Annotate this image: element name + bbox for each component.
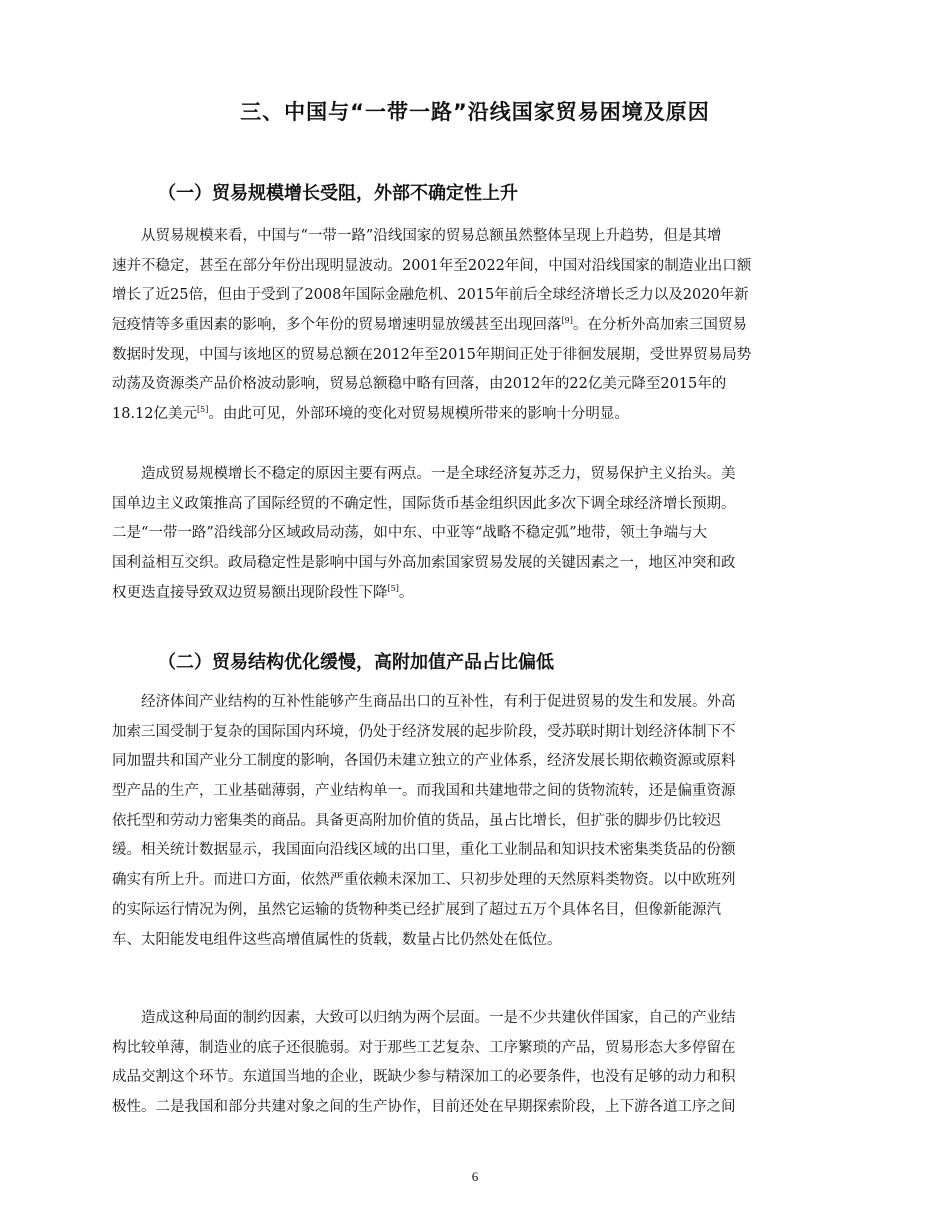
text-line: 型产品的生产，工业基础薄弱，产业结构单一。而我国和共建地带之间的货物流转，还是偏重资源 <box>112 783 736 800</box>
text-line <box>112 579 852 609</box>
citation-9: [9] <box>561 316 573 326</box>
text-line: 速并不稳定，甚至在部分年份出现明显波动。2001年至2022年间，中国对沿线国家的制造业出口额 <box>112 257 752 274</box>
text-line: 增长了近25倍，但由于受到了2008年国际金融危机、2015年前后全球经济增长乏力以及2020年新 <box>112 287 749 304</box>
text-line: 从贸易规模来看，中国与“一带一路”沿线国家的贸易总额虽然整体呈现上升趋势，但是其增 <box>112 228 722 244</box>
text-segment: 权更迭直接导致双边贸易额出现阶段性下降 <box>112 584 388 601</box>
text-line: 成品交割这个环节。东道国当地的企业，既缺少参与精深加工的必要条件，也没有足够的动力和积 <box>112 1069 736 1086</box>
text-line: 国利益相互交织。政局稳定性是影响中国与外高加索国家贸易发展的关键因素之一，地区冲突和政 <box>112 555 736 572</box>
chapter-heading: 三、中国与“一带一路”沿线国家贸易困境及原因 <box>240 100 710 124</box>
text-segment: 。在分析外高加索三国贸易 <box>572 317 747 334</box>
citation-5: [5] <box>197 405 209 415</box>
text-segment: 冠疫情等多重因素的影响，多个年份的贸易增速明显放缓甚至出现回落 <box>112 317 562 334</box>
text-line: 动荡及资源类产品价格波动影响，贸易总额稳中略有回落，由2012年的22亿美元降至2015年的 <box>112 376 727 393</box>
paragraph-3 <box>112 688 852 955</box>
paragraph-2 <box>112 460 852 608</box>
text-line: 数据时发现，中国与该地区的贸易总额在2012年至2015年期间正处于徘徊发展期，受世界贸易局势 <box>112 346 752 363</box>
text-line: 经济体间产业结构的互补性能够产生商品出口的互补性，有利于促进贸易的发生和发展。外高 <box>112 694 736 710</box>
text-segment: 18.12亿美元 <box>112 406 198 423</box>
text-line: 同加盟共和国产业分工制度的影响，各国仍未建立独立的产业体系，经济发展长期依赖资源或原料 <box>112 753 736 770</box>
text-line: 缓。相关统计数据显示，我国面向沿线区域的出口里，重化工业制品和知识技术密集类货品的份额 <box>112 842 736 859</box>
section-heading-1: （一）贸易规模增长受阻，外部不确定性上升 <box>158 183 518 204</box>
citation-5: [5] <box>387 583 399 593</box>
text-line: 国单边主义政策推高了国际经贸的不确定性，国际货币基金组织因此多次下调全球经济增长预期。 <box>112 495 736 512</box>
text-line: 极性。二是我国和部分共建对象之间的生产协作，目前还处在早期探索阶段，上下游各道工序之间 <box>112 1099 736 1116</box>
paragraph-1 <box>112 222 852 430</box>
text-segment: 。 <box>398 584 414 601</box>
text-line: 加索三国受制于复杂的国际国内环境，仍处于经济发展的起步阶段，受苏联时期计划经济体制下不 <box>112 723 736 740</box>
text-segment: 。由此可见，外部环境的变化对贸易规模所带来的影响十分明显。 <box>208 406 629 423</box>
section-heading-2: （二）贸易结构优化缓慢，高附加值产品占比偏低 <box>158 652 554 673</box>
page-number: 6 <box>471 1169 479 1184</box>
text-line: 构比较单薄，制造业的底子还很脆弱。对于那些工艺复杂、工序繁琐的产品，贸易形态大多停留在 <box>112 1039 736 1056</box>
text-line: 造成贸易规模增长不稳定的原因主要有两点。一是全球经济复苏乏力，贸易保护主义抬头。美 <box>112 466 736 482</box>
text-line: 造成这种局面的制约因素，大致可以归纳为两个层面。一是不少共建伙伴国家，自己的产业结 <box>112 1010 736 1026</box>
text-line: 确实有所上升。而进口方面，依然严重依赖未深加工、只初步处理的天然原料类物资。以中欧班列 <box>112 872 736 889</box>
paragraph-4 <box>112 1004 852 1123</box>
text-line <box>112 400 852 430</box>
text-line: 依托型和劳动力密集类的商品。具备更高附加价值的货品，虽占比增长，但扩张的脚步仍比较迟 <box>112 812 721 829</box>
text-line <box>112 311 852 341</box>
text-line: 的实际运行情况为例，虽然它运输的货物种类已经扩展到了超过五万个具体名目，但像新能源汽 <box>112 901 721 918</box>
text-line: 车、太阳能发电组件这些高增值属性的货载，数量占比仍然处在低位。 <box>112 931 562 948</box>
text-line: 二是“一带一路”沿线部分区域政局动荡，如中东、中亚等“战略不稳定弧”地带，领土争端与大 <box>112 525 708 542</box>
